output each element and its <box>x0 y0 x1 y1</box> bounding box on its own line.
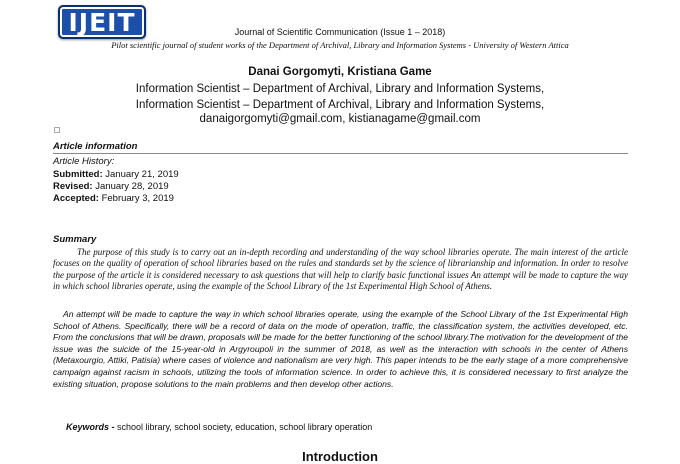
journal-logo: IJEIT <box>58 5 146 39</box>
article-info-heading: Article information <box>53 141 628 154</box>
author-names: Danai Gorgomyti, Kristiana Game <box>248 66 432 78</box>
placeholder-box-icon <box>54 127 60 133</box>
journal-title: Journal of Scientific Communication (Issue 1 – 2018) <box>234 27 446 37</box>
affiliation-1: Information Scientist – Department of Archival, Library and Information Systems, <box>135 83 545 95</box>
affiliation-2: Information Scientist – Department of Archival, Library and Information Systems, <box>135 99 545 111</box>
revised-date: January 28, 2019 <box>95 181 169 192</box>
summary-heading: Summary <box>53 234 97 245</box>
accepted-date: February 3, 2019 <box>101 193 174 204</box>
submitted-date: January 21, 2019 <box>105 169 179 180</box>
summary-paragraph-2: An attempt will be made to capture the way in which school libraries operate, using the example of the School Library of the 1st Experimental High School of Athens. Specifically, there will be a record of data on the mode of operation, traffic, the classification system, the activities developed, etc. From the conclusions that will be drawn, proposals will be made for the better functioning of the school library.The motivation for the development of the issue was the suicide of the 15-year-old in Argyroupoli in the summer of 2018, as well as the interaction with schools in the center of Athens (Metaxourgio, Attiki, Patisia) where cases of violence and nationalism are very high. This paper intends to be the early stage of a more comprehensive campaign against racism in schools, utilizing the tools of information science. In order to achieve this, it is considered necessary to first analyze the existing situation, propose solutions to the main problems and then develop other actions. <box>53 309 628 389</box>
keywords-line <box>66 422 372 432</box>
submitted-label: Submitted: <box>53 169 103 180</box>
article-history-label: Article History: <box>53 156 115 167</box>
author-emails: danaigorgomyti@gmail.com, kistianagame@gmail.com <box>199 113 481 125</box>
keywords-text: school library, school society, education, school library operation <box>114 422 373 432</box>
keywords-label: Keywords - <box>66 422 115 432</box>
submitted-line <box>53 169 179 180</box>
introduction-heading: Introduction <box>302 449 378 464</box>
journal-subtitle: Pilot scientific journal of student works of the Department of Archival, Library and Information Systems - University of Western Attica <box>111 40 569 50</box>
accepted-line <box>53 193 174 204</box>
summary-paragraph-1: The purpose of this study is to carry out an in-depth recording and understanding of the way school libraries operate. The main interest of the article focuses on the quality of operation of school libraries based on the rules and standards set by the science of librarianship and information. In order to resolve the purpose of the article it is considered necessary to ask questions that will help to clarify basic functional issues An attempt will be made to capture the way in which school libraries operate, using the example of the School Library of the 1st Experimental High School of Athens. <box>53 247 628 291</box>
revised-line <box>53 181 169 192</box>
accepted-label: Accepted: <box>53 193 99 204</box>
revised-label: Revised: <box>53 181 93 192</box>
